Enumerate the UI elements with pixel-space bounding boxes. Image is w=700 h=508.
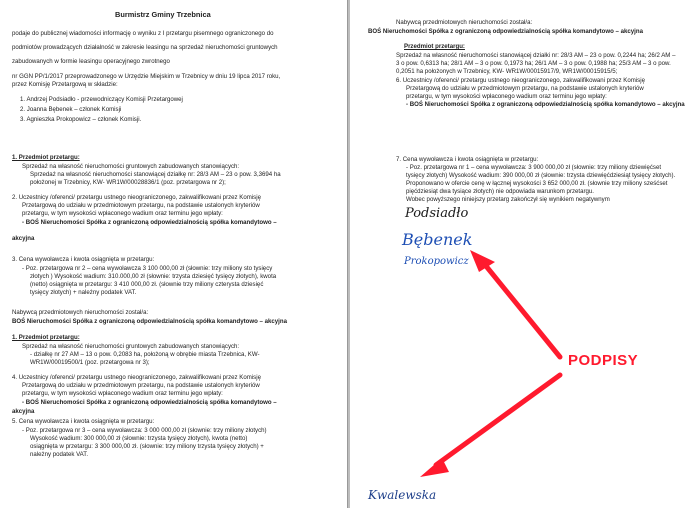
intro-line: zabudowanych w formie leasingu operacyjnego zwrotnego (12, 58, 170, 65)
section-7-line: pięćdziesiąt dwa tysiące złotych) nie odpowiada warunkom przetargu. (406, 188, 594, 195)
document-header: Burmistrz Gminy Trzebnica (115, 10, 211, 19)
signature-podsiadlo: Podsiadło (405, 206, 469, 221)
buyer-label: Nabywcą przedmiotowych nieruchomości został/a: (12, 309, 149, 316)
section-5-line: należny podatek VAT. (30, 451, 89, 458)
intro-line: podaje do publicznej wiadomości informację o wyniku z I przetargu pisemnego ograniczonego do (12, 30, 274, 37)
section-1-line: Sprzedaż na własność nieruchomości gruntowych zabudowanych stanowiących: (22, 163, 240, 170)
section-7-line: tysięcy złotych) Wysokość wadium: 390 000,00 zł (słownie: trzysta dziewięćdziesiąt tysięcy złotych). (406, 172, 676, 179)
committee-member: 2. Joanna Bębenek – członek Komisji (20, 106, 122, 113)
annotation-label: PODPISY (568, 352, 639, 369)
signature-prokopowicz: Prokopowicz (404, 256, 469, 267)
committee-member: 3. Agnieszka Prokopowicz – członek Komisji. (20, 116, 142, 123)
section-1-title: 1. Przedmiot przetargu: (12, 154, 80, 161)
section-6-line: 6. Uczestnicy /oferenci/ przetargu ustnego nieograniczonego, zakwalifikowani przez Komisję (396, 77, 645, 84)
section-2-company: - BOŚ Nieruchomości Spółka z ograniczoną odpowiedzialnością spółka komandytowo – (22, 219, 277, 226)
section-3-line: - Poz. przetargowa nr 2 – cena wywoławcza 3 100 000,00 zł (słownie: trzy miliony sto tysięcy (22, 265, 273, 272)
section-2-line: 2. Uczestnicy /oferenci/ przetargu ustnego nieograniczonego, zakwalifikowani przez Komisję (12, 194, 261, 201)
section-4-line: przetargu, w tym wysokości wpłaconego wadium oraz terminu jego wpłaty: (22, 390, 223, 397)
section-6-line: przetargu, w tym wysokości wpłaconego wadium oraz terminu jego wpłaty: (406, 93, 607, 100)
section-title: Przedmiot przetargu: (404, 43, 465, 50)
committee-member: 1. Andrzej Podsiadło - przewodniczący Komisji Przetargowej (20, 96, 183, 103)
section-1-line: położonej w Trzebnicy, KW- WR1W/00028836/1 (poz. przetargowa nr 2); (30, 179, 226, 186)
section-1-line: Sprzedaż na własność nieruchomości stanowiącej działkę nr: 28/3 AM – 23 o pow. 3,3694 ha (30, 171, 281, 178)
section-4-company-end: akcyjna (12, 408, 35, 415)
section-3-line: tysięcy złotych) + należny podatek VAT. (30, 289, 137, 296)
section-1b-title: 1. Przedmiot przetargu: (12, 334, 80, 341)
section-7-line: 7. Cena wywoławcza i kwota osiągnięta w przetargu: (396, 156, 539, 163)
section-4-line: 4. Uczestnicy /oferenci/ przetargu ustnego nieograniczonego, zakwalifikowani przez Komisję (12, 374, 261, 381)
section-line: Sprzedaż na własność nieruchomości stanowiącej działki nr: 28/3 AM – 23 o pow. 0,2244 ha; 26/2 AM – (396, 52, 676, 59)
buyer-name: BOŚ Nieruchomości Spółka z ograniczoną odpowiedzialnością spółka komandytowo – akcyjna (12, 318, 287, 325)
section-2-line: przetargu, w tym wysokości wpłaconego wadium oraz terminu jego wpłaty: (22, 210, 223, 217)
signature-kwalewska: Kwalewska (368, 488, 437, 502)
arrow-line-lower (436, 375, 560, 465)
section-6-line: Przetargową do udziału w przedmiotowym przetargu, na podstawie ustalonych kryteriów (406, 85, 644, 92)
section-3-line: złotych ) Wysokość wadium: 310.000,00 zł (słownie: trzysta dziesięć tysięcy złotych), kwota (30, 273, 277, 280)
section-1b-line: WR1W/00019500/1 (poz. przetargowa nr 3); (30, 359, 150, 366)
section-7-line: Wobec powyższego niniejszy przetarg zakończył się wynikiem negatywnym (406, 196, 610, 203)
section-1b-line: Sprzedaż na własność nieruchomości gruntowych zabudowanych stanowiących: (22, 343, 240, 350)
buyer-label: Nabywcą przedmiotowych nieruchomości został/a: (396, 19, 533, 26)
section-3-line: 3. Cena wywoławcza i kwota osiągnięta w przetargu: (12, 256, 155, 263)
section-line: 0,2051 ha położonych w Trzebnicy, KW- WR1W/00015917/9, WR1W/00015915/5; (396, 68, 618, 75)
section-5-line: osiągnięta w przetargu: 3 300 000,00 zł. (słownie: trzy miliony trzysta tysięcy złotych) + (30, 443, 264, 450)
intro-line: nr GGN PP/1/2017 przeprowadzonego w Urzędzie Miejskim w Trzebnicy w dniu 19 lipca 2017 roku, (12, 73, 281, 80)
section-line: 3 o pow. 0,6313 ha; 28/1 AM – 3 o pow. 0,1973 ha; 26/1 AM – 3 o pow. 0,1988 ha; 25/3 AM – 3 o pow. (396, 60, 671, 67)
intro-line: podmiotów prowadzących działalność w zakresie leasingu na sprzedaż nieruchomości gruntowych (12, 44, 278, 51)
section-4-company: - BOŚ Nieruchomości Spółka z ograniczoną odpowiedzialnością spółka komandytowo – (22, 399, 277, 406)
section-7-line: - Poz. przetargowa nr 1 – cena wywoławcza: 3 900 000,00 zł (słownie: trzy miliony dziewięćset (406, 164, 662, 171)
section-2-company-end: akcyjna (12, 235, 35, 242)
arrow-line-upper (486, 266, 560, 357)
section-6-company: - BOŚ Nieruchomości Spółka z ograniczoną odpowiedzialnością spółka komandytowo – akcyjna (406, 101, 685, 108)
section-3-line: (netto) osiągnięta w przetargu: 3 410 000,00 zł. (słownie trzy miliony czterysta dziesięć (30, 281, 264, 288)
section-1b-line: - działkę nr 27 AM – 13 o pow. 0,2083 ha, położoną w obrębie miasta Trzebnica, KW- (30, 351, 260, 358)
intro-line: przez Komisję Przetargową w składzie: (12, 81, 118, 88)
section-5-line: 5. Cena wywoławcza i kwota osiągnięta w przetargu: (12, 418, 155, 425)
section-2-line: Przetargową do udziału w przedmiotowym przetargu, na podstawie ustalonych kryteriów (22, 202, 260, 209)
section-7-line: Proponowano w ofercie cenę w łącznej wysokości 3 652 000,00 zł. (słownie trzy miliony sześćset (406, 180, 668, 187)
section-5-line: - Poz. przetargowa nr 3 – cena wywoławcza: 3 000 000,00 zł (słownie: trzy miliony złotych) (22, 427, 267, 434)
section-4-line: Przetargową do udziału w przedmiotowym przetargu, na podstawie ustalonych kryteriów (22, 382, 260, 389)
buyer-name: BOŚ Nieruchomości Spółka z ograniczoną odpowiedzialnością spółka komandytowo – akcyjna (368, 28, 643, 35)
signature-bebenek: Bębenek (402, 230, 473, 249)
section-5-line: Wysokość wadium: 300 000,00 zł (słownie: trzysta tysięcy złotych), kwota (netto) (30, 435, 248, 442)
